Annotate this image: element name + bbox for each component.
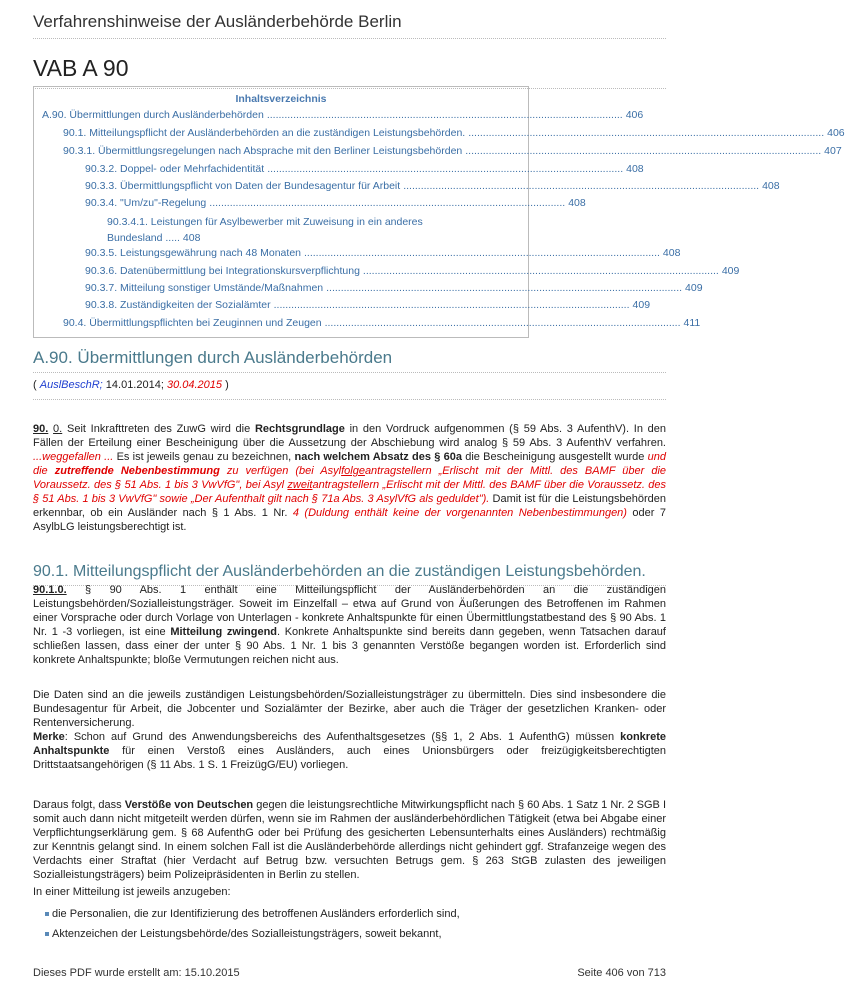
paragraph-9010: 90.1.0. § 90 Abs. 1 enthält eine Mitteilungspflicht der Ausländerbehörden an die zuständigen Leistungsbehörden/Sozialleistungsträger. Soweit im Einzelfall – etwa auf Grund von Äußerungen des Betroffenen im Rahmen einer Vorsprache oder durch Vorlage von Unterlagen - konkrete Anhaltspunkte für einen Übermittlungstatbestand des § 90 Abs. 1 Nr. 1 -3 vorliegen, ist eine Mitteilung zwingend. Konkrete Anhaltspunkte sind bereits dann gegeben, wenn Tatsachen darauf schließen lassen, dass einer der unter § 90 Abs. 1 Nr. 1 bis 3 genannten Verstöße begangen worden ist. Erforderlich sind konkrete Anhaltspunkte; bloße Vermutungen reichen nicht aus. (33, 584, 666, 666)
toc-leader: .......................................................................................................................... (362, 265, 719, 277)
paragraph-daten: Die Daten sind an die jeweils zuständigen Leistungsbehörden/Sozialleistungsträger zu übermitteln. Dies sind insbesondere die Bundesagentur für Arbeit, die Jobcenter und Sozialämter der Bezirke, aber auch die Träger der gesetzlichen Kranken- oder Rentenversicherung. Merke: Schon auf Grund des Anwendungsbereichs des Aufenthaltsgesetzes (§§ 1, 2 Abs. 1 AufenthG) müssen konkrete Anhaltspunkte für einen Verstoß eines Ausländers, auch eines Unionsbürgers oder freizügigkeitsberechtigten Drittstaatsangehörigen (§ 11 Abs. 1 S. 1 FreizügG/EU) vorliegen. (33, 689, 666, 771)
toc-leader: ..... (162, 232, 183, 244)
section-heading-a90: A.90. Übermittlungen durch Ausländerbehörden (33, 348, 666, 373)
toc-leader: .......................................................................................................................... (209, 197, 566, 209)
toc-entry[interactable]: 90.4. Übermittlungspflichten bei Zeuginnen und Zeugen .......................................................................................................................... 411 (63, 317, 701, 329)
toc-entry[interactable]: 90.3.6. Datenübermittlung bei Integrationskursverpflichtung .......................................................................................................................... 409 (85, 265, 740, 277)
toc-leader: .......................................................................................................................... (304, 247, 660, 259)
document-title: VAB A 90 (33, 55, 666, 89)
toc-page-number: 409 (685, 282, 703, 294)
footer-created: Dieses PDF wurde erstellt am: 15.10.2015 (33, 967, 240, 979)
toc-leader: .......................................................................................................................... (324, 317, 681, 329)
toc-leader: .......................................................................................................................... (273, 299, 630, 311)
toc-leader: .......................................................................................................................... (266, 109, 623, 121)
toc-leader: .......................................................................................................................... (267, 163, 624, 175)
toc-entry[interactable]: 90.3.4.1. Leistungen für Asylbewerber mit Zuweisung in ein anderes Bundesland ..... 408 (107, 216, 423, 244)
section-heading-901: 90.1. Mitteilungspflicht der Ausländerbehörden an die zuständigen Leistungsbehörden. (33, 563, 666, 586)
paragraph-daraus: Daraus folgt, dass Verstöße von Deutschen gegen die leistungsrechtliche Mitwirkungspflicht nach § 60 Abs. 1 Satz 1 Nr. 2 SGB I somit auch dann nicht mitgeteilt werden dürfen, wenn sie im Rahmen der ausländerbehördlichen Tätigkeit (etwa bei Abgabe einer Verpflichtungserklärung gem. § 68 AufenthG oder bei Prüfung des gesicherten Lebensunterhalts eines Ausländers) rechtmäßig zur Kenntnis gelangt sind. In einem solchen Fall ist die Ausländerbehörde allerdings nicht gehindert ggf. Strafanzeige wegen des Verdachts einer Straftat (hier Verdacht auf Betrug bzw. versuchten Betrugs gem. § 263 StGB zulasten des jeweiligen Sozialleistungsträgers) beim Polizeipräsidenten in Berlin zu stellen. (33, 799, 667, 881)
paragraph-90: 90. 0. Seit Inkrafttreten des ZuwG wird die Rechtsgrundlage in den Vordruck aufgenommen (§ 59 Abs. 3 AufenthV). In den Fällen der Erteilung einer Bescheinigung über die Aussetzung der Abschiebung wird analog § 59 Abs. 3 AufenthV verfahren. ...weggefallen ... Es ist jeweils genau zu bezeichnen, nach welchem Absatz des § 60a die Bescheinigung ausgestellt wurde und die zutreffende Nebenbestimmung zu verfügen (bei Asylfolgeantragstellern „Erlischt mit der Mittl. des BAMF über die Voraussetz. des § 51 Abs. 1 bis 3 VwVfG", bei Asyl zweitantragstellern „Erlischt mit der Mittl. des BAMF über die Voraussetz. des § 51 Abs. 1 bis 3 VwVfG" sowie „Der Aufenthalt gilt nach § 71a Abs. 3 AsylVfG als geduldet"). Damit ist für die Leistungsbehörden erkennbar, ob ein Ausländer nach § 1 Abs. 1 Nr. 4 (Duldung enthält keine der vorgenannten Nebenbestimmungen) oder 7 AsylbLG leistungsberechtigt ist. (33, 423, 667, 533)
toc-page-number: 406 (625, 109, 644, 121)
bullet-icon (45, 912, 49, 916)
toc-page-number: 408 (662, 247, 681, 259)
toc-leader: .......................................................................................................................... (465, 145, 822, 157)
toc-leader: .......................................................................................................................... (468, 127, 825, 139)
toc-entry[interactable]: 90.3.5. Leistungsgewährung nach 48 Monaten .......................................................................................................................... 408 (85, 247, 681, 259)
toc-entry[interactable]: 90.3.7. Mitteilung sonstiger Umstände/Maßnahmen .......................................................................................................................... 409 (85, 282, 703, 294)
bullet-icon (45, 932, 49, 936)
toc-entry[interactable]: 90.3.1. Übermittlungsregelungen nach Absprache mit den Berliner Leistungsbehörden .......................................................................................................................... 407 (63, 145, 842, 157)
toc-page-number: 409 (632, 299, 651, 311)
toc-entry[interactable]: 90.3.3. Übermittlungspflicht von Daten der Bundesagentur für Arbeit .......................................................................................................................... 408 (85, 180, 780, 192)
toc-page-number: 409 (721, 265, 740, 277)
list-item: die Personalien, die zur Identifizierung des betroffenen Ausländers erforderlich sind, (45, 908, 460, 920)
toc-page-number: 408 (568, 197, 586, 209)
toc-entry[interactable]: 90.3.4. "Um/zu"-Regelung .......................................................................................................................... 408 (85, 197, 586, 209)
toc-entry[interactable]: A.90. Übermittlungen durch Ausländerbehörden .......................................................................................................................... 406 (42, 109, 644, 121)
section-reference: ( AuslBeschR; 14.01.2014; 30.04.2015 ) (33, 379, 229, 391)
toc-leader: .......................................................................................................................... (326, 282, 683, 294)
toc-page-number: 406 (827, 127, 845, 139)
reference-link[interactable]: AuslBeschR; (39, 379, 103, 391)
toc-entry[interactable]: 90.3.8. Zuständigkeiten der Sozialämter .......................................................................................................................... 409 (85, 299, 651, 311)
list-item: Aktenzeichen der Leistungsbehörde/des Sozialleistungsträgers, soweit bekannt, (45, 928, 442, 940)
toc-page-number: 408 (626, 163, 644, 175)
toc-page-number: 411 (683, 317, 701, 329)
toc-leader: .......................................................................................................................... (403, 180, 760, 192)
toc-page-number: 408 (182, 232, 201, 244)
toc-entry[interactable]: 90.3.2. Doppel- oder Mehrfachidentität .......................................................................................................................... 408 (85, 163, 644, 175)
toc-title: Inhaltsverzeichnis (235, 93, 327, 105)
divider (33, 399, 666, 400)
toc-page-number: 408 (762, 180, 780, 192)
table-of-contents (33, 86, 845, 338)
footer-page-number: Seite 406 von 713 (577, 967, 666, 979)
document-header: Verfahrenshinweise der Ausländerbehörde Berlin (33, 12, 666, 39)
toc-page-number: 407 (824, 145, 842, 157)
paragraph-mitteilung: In einer Mitteilung ist jeweils anzugeben: (33, 886, 231, 898)
toc-entry[interactable]: 90.1. Mitteilungspflicht der Ausländerbehörden an die zuständigen Leistungsbehörden. .......................................................................................................................... 406 (63, 127, 845, 139)
